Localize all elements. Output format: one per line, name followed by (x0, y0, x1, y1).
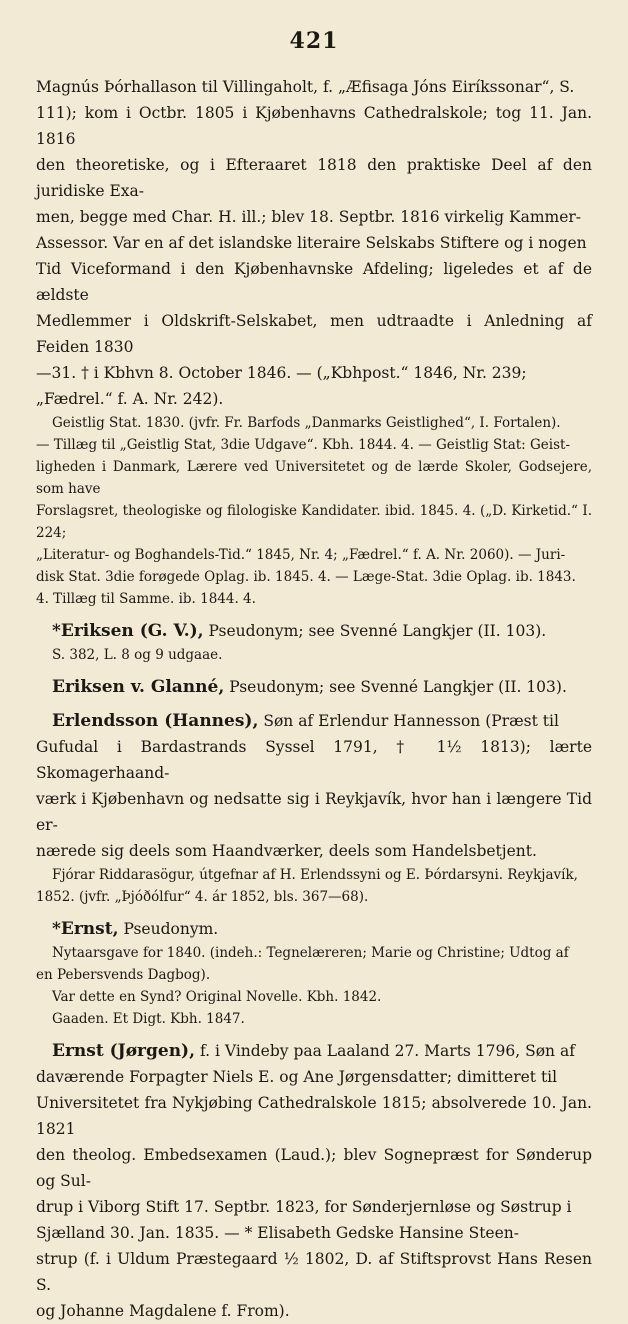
text-line: og Johanne Magdalene f. From). (36, 1302, 290, 1320)
text-line: Gufudal i Bardastrands Syssel 1791, † 1½ 1813); lærte Skomagerhaand- (36, 738, 592, 782)
entry-magnus (36, 74, 592, 610)
work-line: 4. Tillæg til Samme. ib. 1844. 4. (36, 591, 256, 607)
work-line: 1852. (jvfr. „Þjóðólfur“ 4. ár 1852, bls. 367—68). (36, 889, 369, 905)
work-line: Geistlig Stat. 1830. (jvfr. Fr. Barfods „Danmarks Geistlighed“, I. Fortalen). (52, 415, 561, 431)
text-line: men, begge med Char. H. ill.; blev 18. Septbr. 1816 virkelig Kammer- (36, 208, 582, 226)
text-line: Sjælland 30. Jan. 1835. — * Elisabeth Gedske Hansine Steen- (36, 1224, 519, 1242)
entry-erlendsson (36, 708, 592, 908)
work-line: Gaaden. Et Digt. Kbh. 1847. (52, 1011, 245, 1027)
work-line: disk Stat. 3die forøgede Oplag. ib. 1845. 4. — Læge-Stat. 3die Oplag. ib. 1843. (36, 569, 576, 585)
text-line: Magnús Þórhallason til Villingaholt, f. „Æfisaga Jóns Eiríkssonar“, S. (36, 78, 575, 96)
text-line: 111); kom i Octbr. 1805 i Kjøbenhavns Cathedralskole; tog 11. Jan. 1816 (36, 104, 592, 148)
text-line: Universitetet fra Nykjøbing Cathedralskole 1815; absolverede 10. Jan. 1821 (36, 1094, 592, 1138)
headword: Ernst (Jørgen), (52, 1041, 196, 1061)
text-line: Medlemmer i Oldskrift-Selskabet, men udtraadte i Anledning af Feiden 1830 (36, 312, 592, 356)
headword: Eriksen v. Glanné, (52, 677, 225, 697)
entry-eriksen-g-v (36, 618, 592, 666)
headword: *Eriksen (G. V.), (52, 621, 204, 641)
entry-text: Pseudonym. (123, 920, 219, 938)
text-line: Søn af Erlendur Hannesson (Præst til (263, 712, 559, 730)
entry-ernst (36, 916, 592, 1030)
work-line: Forslagsret, theologiske og filologiske Kandidater. ibid. 1845. 4. („D. Kirketid.“ I. 224; (36, 503, 592, 541)
text-line: „Fædrel.“ f. A. Nr. 242). (36, 390, 224, 408)
work-line: ligheden i Danmark, Lærere ved Universitetet og de lærde Skoler, Godsejere, som have (36, 459, 592, 497)
works-list (36, 412, 592, 610)
headword: *Ernst, (52, 919, 119, 939)
work-line: Nytaarsgave for 1840. (indeh.: Tegnelæreren; Marie og Christine; Udtog af (52, 945, 569, 961)
text-line: Assessor. Var en af det islandske literaire Selskabs Stiftere og i nogen (36, 234, 587, 252)
entry-eriksen-v-glanne (36, 674, 592, 700)
work-line: Var dette en Synd? Original Novelle. Kbh. 1842. (52, 989, 382, 1005)
entry-ernst-jorgen (36, 1038, 592, 1324)
text-line: —31. † i Kbhvn 8. October 1846. — („Kbhpost.“ 1846, Nr. 239; (36, 364, 527, 382)
work-line: S. 382, L. 8 og 9 udgaae. (52, 647, 223, 663)
text-line: Tid Viceformand i den Kjøbenhavnske Afdeling; ligeledes et af de ældste (36, 260, 592, 304)
page-number: 421 (289, 28, 339, 54)
text-line: strup (f. i Uldum Præstegaard ½ 1802, D. af Stiftsprovst Hans Resen S. (36, 1250, 592, 1294)
text-line: den theoretiske, og i Efteraaret 1818 den praktiske Deel af den juridiske Exa- (36, 156, 592, 200)
text-line: nærede sig deels som Haandværker, deels som Handelsbetjent. (36, 842, 537, 860)
work-line: „Literatur- og Boghandels-Tid.“ 1845, Nr. 4; „Fædrel.“ f. A. Nr. 2060). — Juri- (36, 547, 566, 563)
text-line: f. i Vindeby paa Laaland 27. Marts 1796, Søn af (199, 1042, 575, 1060)
text-line: daværende Forpagter Niels E. og Ane Jørgensdatter; dimitteret til (36, 1068, 558, 1086)
headword: Erlendsson (Hannes), (52, 711, 259, 731)
text-line: værk i Kjøbenhavn og nedsatte sig i Reykjavík, hvor han i længere Tid er- (36, 790, 592, 834)
text-line: drup i Viborg Stift 17. Septbr. 1823, for Sønderjernløse og Søstrup i (36, 1198, 572, 1216)
text-line: den theolog. Embedsexamen (Laud.); blev Sognepræst for Sønderup og Sul- (36, 1146, 592, 1190)
work-line: en Pebersvends Dagbog). (36, 967, 211, 983)
entry-text: Pseudonym; see Svenné Langkjer (II. 103). (208, 622, 547, 640)
work-line: — Tillæg til „Geistlig Stat, 3die Udgave“. Kbh. 1844. 4. — Geistlig Stat: Geist- (36, 437, 571, 453)
entry-text: Pseudonym; see Svenné Langkjer (II. 103). (229, 678, 567, 696)
work-line: Fjórar Riddarasögur, útgefnar af H. Erlendssyni og E. Þórdarsyni. Reykjavík, (52, 867, 578, 883)
